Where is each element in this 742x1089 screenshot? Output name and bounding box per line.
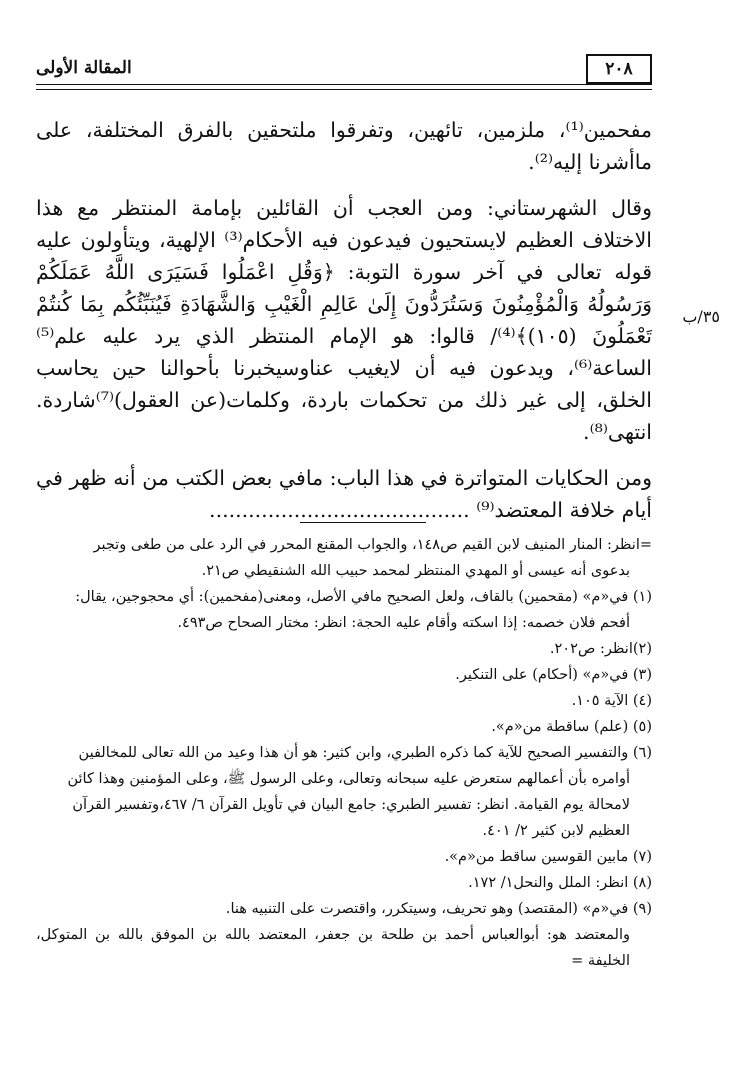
running-title: المقالة الأولى	[36, 58, 132, 78]
footnote-line: =انظر: المنار المنيف لابن القيم ص١٤٨، والجواب المقنع المحرر في الرد على من طغى وتجبر	[93, 537, 652, 553]
footnote-line: بدعوى أنه عيسى أو المهدي المنتظر لمحمد حبيب الله الشنقيطي ص٢١.	[201, 563, 630, 579]
footnote-line: لامحالة يوم القيامة. انظر: تفسير الطبري: جامع البيان في تأويل القرآن ٦/ ٤٦٧،وتفسير القرآن	[72, 797, 630, 813]
footnotes	[36, 532, 652, 974]
footnote-line: أفحم فلان خصمه: إذا اسكته وأقام عليه الحجة: انظر: مختار الصحاح ص٤٩٣.	[177, 615, 630, 631]
footnote-line: والمعتضد هو: أبوالعباس أحمد بن طلحة بن جعفر، المعتضد بالله بن الموفق بالله بن المتوكل، الخليفة =	[36, 927, 630, 969]
paragraph-2: وقال الشهرستاني: ومن العجب أن القائلين بإمامة المنتظر مع هذا الاختلاف العظيم لايستحيون فيدعون فيه الأحكام⁽³⁾ الإلهية، ويتأولون عليه قوله تعالى في آخر سورة التوبة: ﴿وَقُلِ اعْمَلُوا فَسَيَرَى اللَّهُ عَمَلَكُمْ وَرَسُولُهُ وَالْمُؤْمِنُونَ وَسَتُرَدُّونَ إِلَىٰ عَالِمِ الْغَيْبِ وَالشَّهَادَةِ فَيُنَبِّئُكُم بِمَا كُنتُمْ تَعْمَلُونَ (١٠٥)﴾⁽⁴⁾/ قالوا: هو الإمام المنتظر الذي يرد عليه علم⁽⁵⁾ الساعة⁽⁶⁾، ويدعون فيه أن لايغيب عناوسيخبرنا بأحوالنا حين يحاسب الخلق، إلى غير ذلك من تحكمات باردة، وكلمات(عن العقول)⁽⁷⁾شاردة. انتهى⁽⁸⁾.	[36, 196, 652, 444]
footnote-line: (٦) والتفسير الصحيح للآية كما ذكره الطبري، وابن كثير: هو أن هذا وعيد من الله تعالى للمخالفين	[78, 745, 652, 761]
footnote-separator	[300, 522, 426, 523]
footnote-line: (٧) مابين القوسين ساقط من«م».	[444, 849, 652, 865]
footnote-line: (٤) الآية ١٠٥.	[571, 693, 652, 709]
footnote-line: (٩) في«م» (المقتصد) وهو تحريف، وسيتكرر، واقتصرت على التنبيه هنا.	[225, 901, 652, 917]
footnote-line: (٣) في«م» (أحكام) على التنكير.	[455, 667, 652, 683]
manuscript-folio-marker: ٣٥/ب	[682, 307, 720, 326]
footnote-line: (٨) انظر: الملل والنحل١/ ١٧٢.	[468, 875, 652, 891]
footnote-line: (٥) (علم) ساقطة من«م».	[491, 719, 652, 735]
footnote-line: العظيم لابن كثير ٢/ ٤٠١.	[482, 823, 630, 839]
header-rule	[36, 84, 652, 85]
paragraph-1: مفحمين⁽¹⁾، ملزمين، تائهين، وتفرقوا ملتحقين بالفرق المختلفة، على ماأشرنا إليه⁽²⁾.	[36, 118, 652, 174]
footnote-line: أوامره بأن أعمالهم ستعرض عليه سبحانه وتعالى، وعلى الرسول ﷺ، وعلى المؤمنين وهذا كائن	[67, 771, 630, 787]
page-number: ٢٠٨	[586, 54, 652, 84]
footnote-line: (١) في«م» (مقحمين) بالقاف، ولعل الصحيح مافي الأصل، ومعنى(مفحمين): أي محجوجين، يقال:	[75, 589, 652, 605]
footnote-line: (٢)انظر: ص٢٠٢.	[549, 641, 652, 657]
paragraph-3: ومن الحكايات المتواترة في هذا الباب: مافي بعض الكتب من أنه ظهر في أيام خلافة المعتضد⁽⁹⁾ ........................................	[36, 466, 652, 522]
header-rule-secondary	[36, 89, 652, 90]
main-text	[36, 114, 652, 540]
